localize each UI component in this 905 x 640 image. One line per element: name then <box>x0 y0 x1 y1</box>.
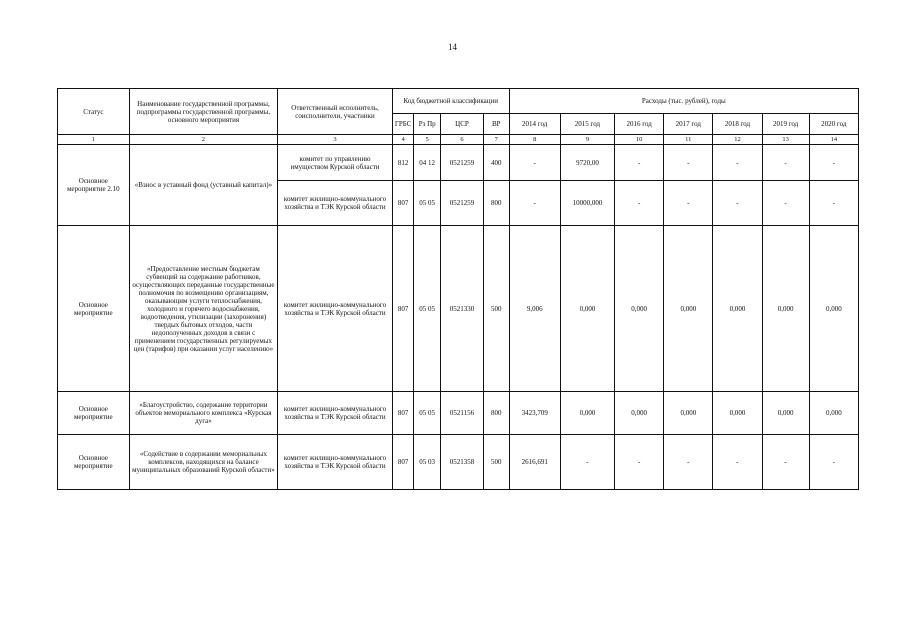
executor-cell: комитет жилищно-коммунального хозяйства и ТЭК Курской области <box>278 435 393 490</box>
value-cell: 0,000 <box>713 392 762 435</box>
executor-cell: комитет жилищно-коммунального хозяйства и ТЭК Курской области <box>278 181 393 226</box>
value-cell: 0,000 <box>615 392 664 435</box>
header-status: Статус <box>58 89 130 135</box>
vr-cell: 400 <box>483 145 509 181</box>
page-number: 14 <box>448 42 457 52</box>
value-cell: 0,000 <box>560 392 614 435</box>
header-executor: Ответственный исполнитель, соисполнители, участники <box>278 89 393 135</box>
value-cell: - <box>664 435 713 490</box>
vr-cell: 800 <box>483 181 509 226</box>
table-row <box>58 435 859 490</box>
csr-cell: 0521259 <box>440 181 483 226</box>
status-cell: Основное мероприятие <box>58 226 130 392</box>
rzpr-cell: 05 05 <box>414 392 441 435</box>
name-cell: «Взнос в уставный фонд (уставный капитал)» <box>129 145 277 226</box>
vr-cell: 500 <box>483 435 509 490</box>
csr-cell: 0521156 <box>440 392 483 435</box>
value-cell: - <box>809 145 858 181</box>
column-number: 7 <box>483 135 509 145</box>
value-cell: 0,000 <box>809 392 858 435</box>
value-cell: - <box>809 181 858 226</box>
value-cell: - <box>509 181 560 226</box>
value-cell: 2616,691 <box>509 435 560 490</box>
header-name: Наименование государственной программы, подпрограммы государственной программы, основного мероприятия <box>129 89 277 135</box>
header-row-1 <box>58 89 859 114</box>
column-number: 1 <box>58 135 130 145</box>
vr-cell: 800 <box>483 392 509 435</box>
value-cell: - <box>615 181 664 226</box>
grbs-cell: 807 <box>392 435 414 490</box>
value-cell: 0,000 <box>615 226 664 392</box>
value-cell: - <box>762 145 809 181</box>
table-row <box>58 145 859 181</box>
rzpr-cell: 05 05 <box>414 226 441 392</box>
value-cell: 0,000 <box>713 226 762 392</box>
csr-cell: 0521358 <box>440 435 483 490</box>
rzpr-cell: 05 05 <box>414 181 441 226</box>
column-number: 4 <box>392 135 414 145</box>
name-cell: «Благоустройство, содержание территории объектов мемориального комплекса «Курская дуга» <box>129 392 277 435</box>
value-cell: - <box>762 435 809 490</box>
header-vr: ВР <box>483 114 509 135</box>
column-number: 13 <box>762 135 809 145</box>
header-grbs: ГРБС <box>392 114 414 135</box>
value-cell: 0,000 <box>664 226 713 392</box>
header-year: 2016 год <box>615 114 664 135</box>
header-budget-code: Код бюджетной классификации <box>392 89 509 114</box>
csr-cell: 0521330 <box>440 226 483 392</box>
column-number: 10 <box>615 135 664 145</box>
column-number: 6 <box>440 135 483 145</box>
status-cell: Основное мероприятие 2.10 <box>58 145 130 226</box>
budget-table <box>57 88 859 490</box>
grbs-cell: 807 <box>392 392 414 435</box>
value-cell: 0,000 <box>762 392 809 435</box>
header-year: 2017 год <box>664 114 713 135</box>
csr-cell: 0521259 <box>440 145 483 181</box>
header-csr: ЦСР <box>440 114 483 135</box>
name-cell: «Содействие в содержании мемориальных комплексов, находящихся на балансе муниципальных образований Курской области» <box>129 435 277 490</box>
value-cell: 0,000 <box>809 226 858 392</box>
value-cell: 10000,000 <box>560 181 614 226</box>
executor-cell: комитет по управлению имуществом Курской области <box>278 145 393 181</box>
value-cell: 9720,00 <box>560 145 614 181</box>
column-number: 12 <box>713 135 762 145</box>
grbs-cell: 807 <box>392 226 414 392</box>
table-row <box>58 226 859 392</box>
table-row <box>58 392 859 435</box>
column-number: 5 <box>414 135 441 145</box>
column-number: 2 <box>129 135 277 145</box>
status-cell: Основное мероприятие <box>58 392 130 435</box>
value-cell: - <box>664 181 713 226</box>
value-cell: - <box>713 435 762 490</box>
executor-cell: комитет жилищно-коммунального хозяйства и ТЭК Курской области <box>278 392 393 435</box>
value-cell: - <box>809 435 858 490</box>
executor-cell: комитет жилищно-коммунального хозяйства и ТЭК Курской области <box>278 226 393 392</box>
value-cell: 9,006 <box>509 226 560 392</box>
grbs-cell: 812 <box>392 145 414 181</box>
column-number-row <box>58 135 859 145</box>
header-rzpr: Рз Пр <box>414 114 441 135</box>
grbs-cell: 807 <box>392 181 414 226</box>
rzpr-cell: 04 12 <box>414 145 441 181</box>
value-cell: - <box>713 181 762 226</box>
header-year: 2018 год <box>713 114 762 135</box>
value-cell: 0,000 <box>664 392 713 435</box>
rzpr-cell: 05 03 <box>414 435 441 490</box>
name-cell: «Предоставление местным бюджетам субвенций на содержание работников, осуществляющих переданные государственные полномочия по возмещению организациям, оказывающим услуги теплоснабжения, холодного и горячего водоснабжения, водоотведения, утилизации (захоронения) твердых бытовых отходов, части недополученных доходов в связи с применением государственных регулируемых цен (тарифов) при оказании услуг населению» <box>129 226 277 392</box>
status-cell: Основное мероприятие <box>58 435 130 490</box>
column-number: 11 <box>664 135 713 145</box>
value-cell: - <box>509 145 560 181</box>
value-cell: - <box>560 435 614 490</box>
header-year: 2019 год <box>762 114 809 135</box>
value-cell: - <box>664 145 713 181</box>
header-year: 2015 год <box>560 114 614 135</box>
column-number: 3 <box>278 135 393 145</box>
header-year: 2020 год <box>809 114 858 135</box>
header-year: 2014 год <box>509 114 560 135</box>
value-cell: - <box>713 145 762 181</box>
value-cell: 3423,709 <box>509 392 560 435</box>
column-number: 8 <box>509 135 560 145</box>
value-cell: 0,000 <box>560 226 614 392</box>
value-cell: 0,000 <box>762 226 809 392</box>
vr-cell: 500 <box>483 226 509 392</box>
header-expenses: Расходы (тыс. рублей), годы <box>509 89 858 114</box>
column-number: 9 <box>560 135 614 145</box>
value-cell: - <box>615 145 664 181</box>
value-cell: - <box>762 181 809 226</box>
column-number: 14 <box>809 135 858 145</box>
value-cell: - <box>615 435 664 490</box>
